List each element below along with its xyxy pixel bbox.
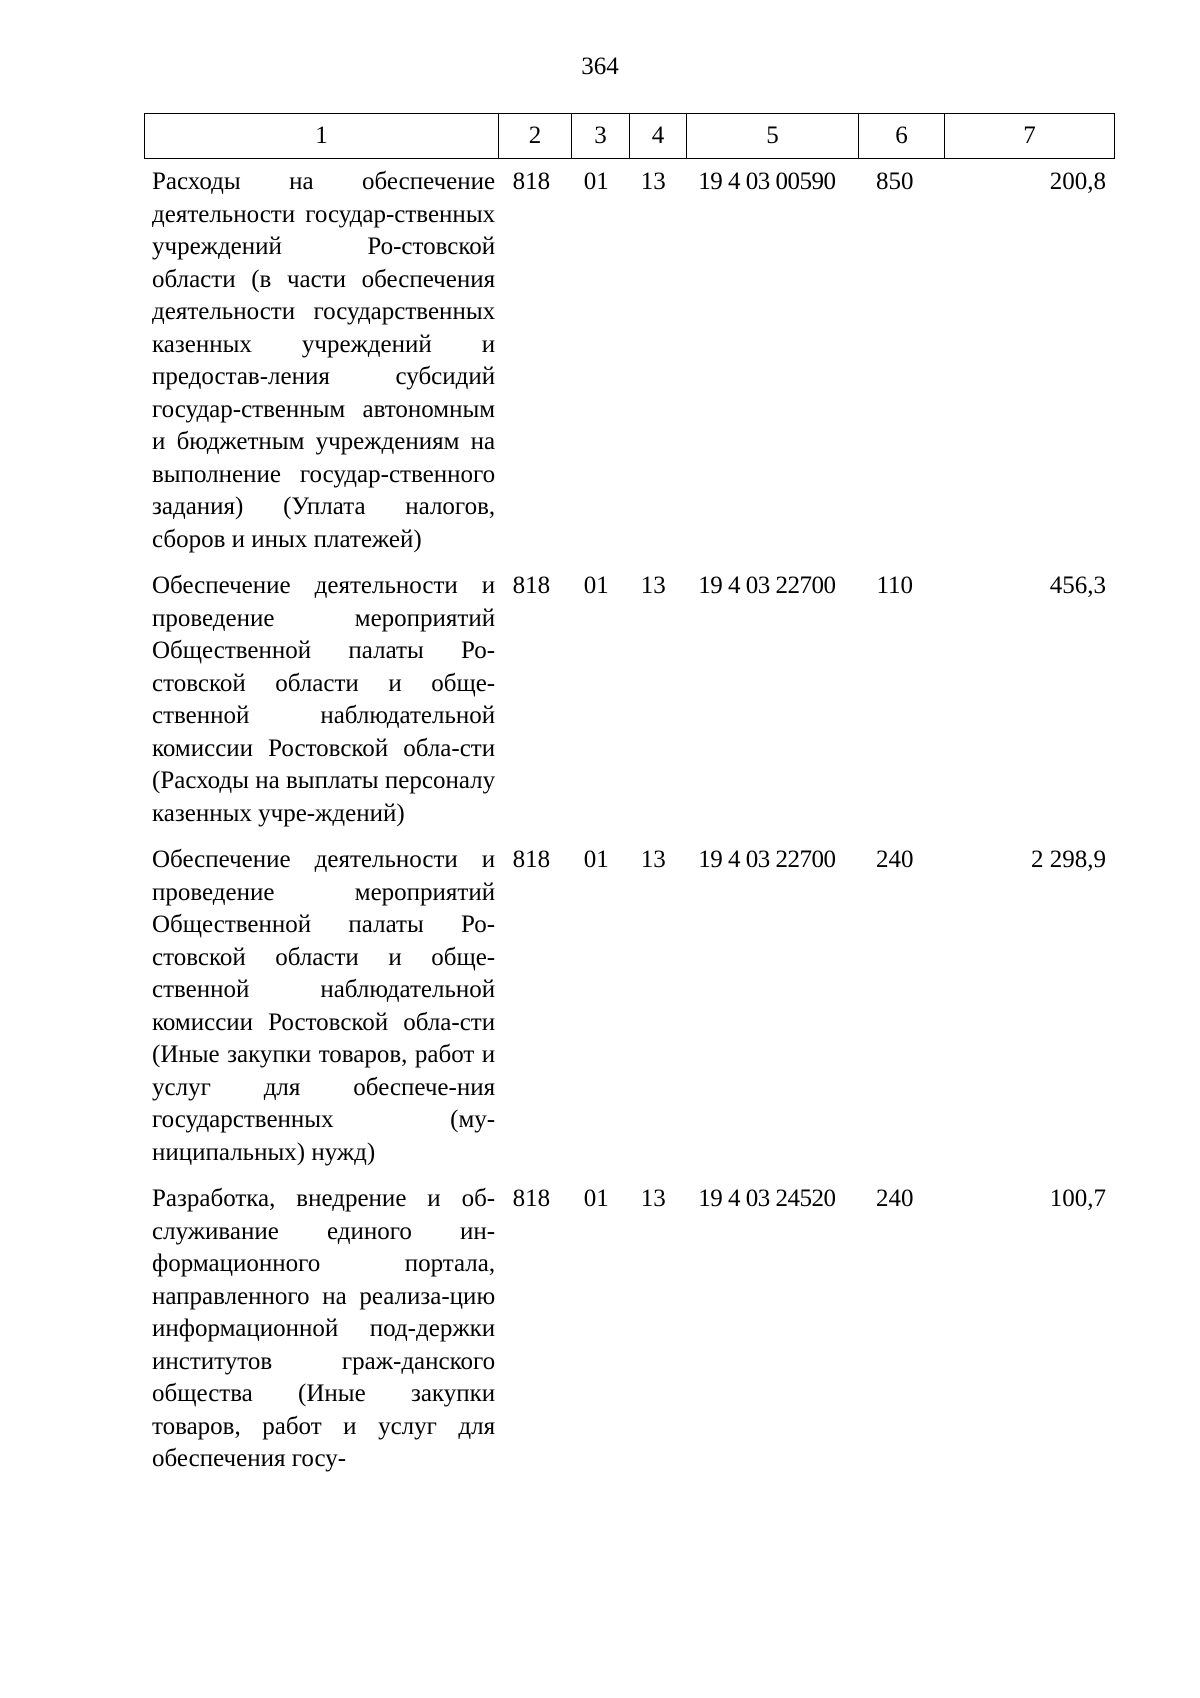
row-code-section: 01 <box>583 572 609 599</box>
row-amount: 200,8 <box>1049 168 1106 195</box>
table-row <box>144 570 1114 830</box>
header-col-7: 7 <box>945 114 1115 159</box>
row-code-section: 01 <box>583 846 609 873</box>
row-code-target: 19 4 03 24520 <box>698 1185 836 1212</box>
table-header <box>144 113 1115 159</box>
row-code-target: 19 4 03 22700 <box>698 846 836 873</box>
row-amount: 100,7 <box>1049 1185 1106 1212</box>
row-description: Обеспечение деятельности и проведение мероприятий Общественной палаты Ро-стовской области и обще-ственной наблюдательной комиссии Ростовской обла-сти (Расходы на выплаты персоналу казенных учре-ждений) <box>152 572 496 827</box>
row-code-subsection: 13 <box>640 1185 666 1212</box>
header-col-1: 1 <box>145 114 499 159</box>
header-col-6: 6 <box>859 114 945 159</box>
header-col-4: 4 <box>630 114 687 159</box>
row-code-expense-type: 110 <box>876 572 914 599</box>
table-row <box>144 844 1114 1169</box>
row-code-subsection: 13 <box>640 168 666 195</box>
page-number: 364 <box>581 53 619 80</box>
row-code-target: 19 4 03 00590 <box>698 168 836 195</box>
row-code-ministry: 818 <box>512 1185 551 1212</box>
row-code-subsection: 13 <box>640 572 666 599</box>
row-description: Расходы на обеспечение деятельности государ-ственных учреждений Ро-стовской области (в части обеспечения деятельности государственных казенных учреждений и предостав-ления субсидий государ-ственным автономным и бюджетным учреждениям на выполнение государ-ственного задания) (Уплата налогов, сборов и иных платежей) <box>152 168 496 553</box>
row-amount: 456,3 <box>1049 572 1106 599</box>
row-code-expense-type: 850 <box>876 168 914 195</box>
row-description: Разработка, внедрение и об-служивание единого ин-формационного портала, направленного на реализа-цию информационной под-держки институтов граж-данского общества (Иные закупки товаров, работ и услуг для обеспечения госу- <box>152 1185 496 1472</box>
row-code-expense-type: 240 <box>876 1185 914 1212</box>
header-col-5: 5 <box>687 114 859 159</box>
table-body <box>144 166 1114 1490</box>
row-code-subsection: 13 <box>640 846 666 873</box>
row-amount: 2 298,9 <box>1031 846 1106 873</box>
row-code-expense-type: 240 <box>876 846 914 873</box>
row-code-section: 01 <box>583 1185 609 1212</box>
table-row <box>144 166 1114 556</box>
row-code-ministry: 818 <box>512 168 551 195</box>
row-code-target: 19 4 03 22700 <box>698 572 836 599</box>
header-col-2: 2 <box>499 114 572 159</box>
row-description: Обеспечение деятельности и проведение мероприятий Общественной палаты Ро-стовской области и обще-ственной наблюдательной комиссии Ростовской обла-сти (Иные закупки товаров, работ и услуг для обеспече-ния государственных (му-ниципальных) нужд) <box>152 846 496 1166</box>
header-row <box>145 114 1115 159</box>
row-code-section: 01 <box>583 168 609 195</box>
row-code-ministry: 818 <box>512 846 551 873</box>
header-col-3: 3 <box>572 114 630 159</box>
table-row <box>144 1183 1114 1476</box>
row-code-ministry: 818 <box>512 572 551 599</box>
